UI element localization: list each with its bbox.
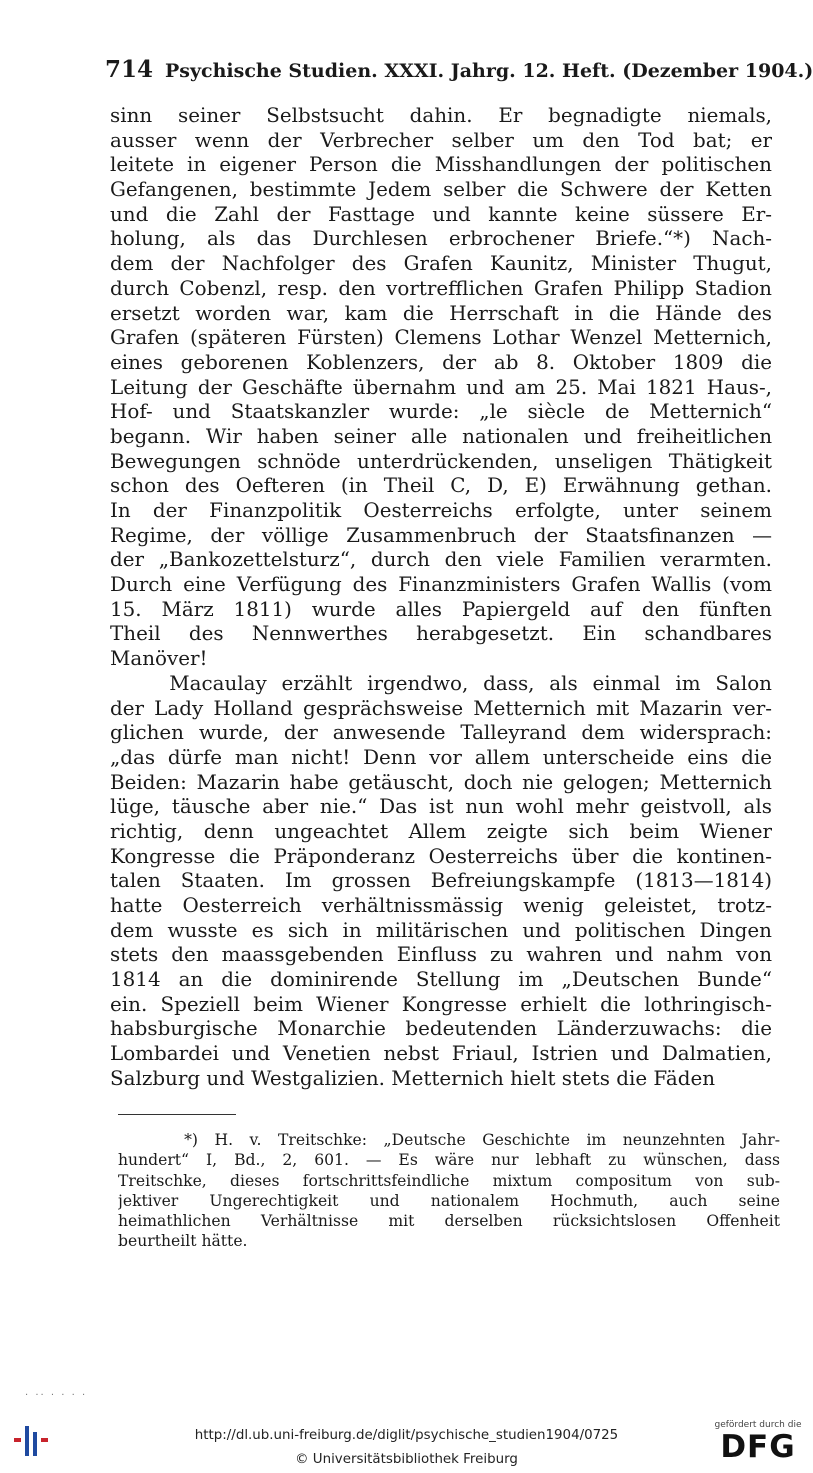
- text-line: Manöver!: [110, 647, 208, 671]
- text-line: schon des Oefteren (in Theil C, D, E) Erwähnung gethan.: [110, 474, 772, 498]
- text-line: dem wusste es sich in militärischen und politischen Dingen: [110, 918, 772, 942]
- dfg-mark: DFG: [720, 1429, 796, 1465]
- footnotes: [118, 1130, 780, 1252]
- text-line: 15. März 1811) wurde alles Papiergeld auf den fünften: [110, 597, 772, 621]
- text-line: Beiden: Mazarin habe getäuscht, doch nie gelogen; Metternich: [110, 770, 772, 794]
- dfg-logo[interactable]: [713, 1420, 803, 1470]
- permalink-url[interactable]: http://dl.ub.uni-freiburg.de/diglit/psychische_studien1904/0725: [194, 1428, 619, 1443]
- text-line: richtig, denn ungeachtet Allem zeigte sich beim Wiener: [110, 819, 772, 843]
- text-line: leitete in eigener Person die Misshandlungen der politischen: [110, 153, 772, 177]
- text-line: ausser wenn der Verbrecher selber um den Tod bat; er: [110, 128, 772, 152]
- copyright-notice: © Universitätsbibliothek Freiburg: [295, 1452, 518, 1467]
- text-line: Lombardei und Venetien nebst Friaul, Istrien und Dalmatien,: [110, 1042, 772, 1066]
- page-number: 714: [105, 56, 154, 83]
- running-title: Psychische Studien. XXXI. Jahrg. 12. Heft. (Dezember 1904.): [165, 60, 813, 82]
- text-line: der „Bankozettelsturz“, durch den viele Familien verarmten.: [110, 548, 772, 572]
- text-line: holung, als das Durchlesen erbrochener Briefe.“*) Nach-: [110, 227, 772, 251]
- text-line: sinn seiner Selbstsucht dahin. Er begnadigte niemals,: [110, 104, 772, 127]
- dfg-caption: gefördert durch die: [714, 1420, 802, 1430]
- footnote-line: hundert“ I, Bd., 2, 601. — Es wäre nur lebhaft zu wünschen, dass: [118, 1151, 780, 1170]
- text-line: durch Cobenzl, resp. den vortrefflichen Grafen Philipp Stadion: [110, 276, 772, 300]
- text-line: Theil des Nennwerthes herabgesetzt. Ein schandbares: [110, 622, 772, 646]
- text-line: „das dürfe man nicht! Denn vor allem unterscheide eins die: [110, 745, 772, 769]
- text-line: Macaulay erzählt irgendwo, dass, als einmal im Salon: [110, 671, 772, 695]
- footnote-line: beurtheilt hätte.: [118, 1232, 248, 1251]
- text-line: Grafen (späteren Fürsten) Clemens Lothar Wenzel Metternich,: [110, 326, 772, 350]
- text-line: ersetzt worden war, kam die Herrschaft in die Hände des: [110, 301, 772, 325]
- scan-artifact: · ·· · · · ·: [25, 1390, 88, 1401]
- text-line: Kongresse die Präponderanz Oesterreichs über die kontinen-: [110, 844, 772, 868]
- text-line: Durch eine Verfügung des Finanzministers Grafen Wallis (vom: [110, 573, 772, 597]
- text-line: Salzburg und Westgalizien. Metternich hielt stets die Fäden: [110, 1066, 716, 1090]
- text-line: der Lady Holland gesprächsweise Metternich mit Mazarin ver-: [110, 696, 772, 720]
- text-line: Gefangenen, bestimmte Jedem selber die Schwere der Ketten: [110, 178, 772, 202]
- running-header: [105, 56, 813, 86]
- text-line: und die Zahl der Fasttage und kannte keine süssere Er-: [110, 202, 772, 226]
- text-line: ein. Speziell beim Wiener Kongresse erhielt die lothringisch-: [110, 992, 772, 1016]
- footnote-line: heimathlichen Verhältnisse mit derselben rücksichtslosen Offenheit: [118, 1212, 780, 1231]
- text-line: Regime, der völlige Zusammenbruch der Staatsfinanzen —: [110, 523, 772, 547]
- text-line: stets den maassgebenden Einfluss zu wahren und nahm von: [110, 943, 772, 967]
- footnote-line: Treitschke, dieses fortschrittsfeindliche mixtum compositum von sub-: [118, 1171, 780, 1190]
- text-line: glichen wurde, der anwesende Talleyrand dem widersprach:: [110, 721, 772, 745]
- text-line: lüge, täusche aber nie.“ Das ist nun wohl mehr geistvoll, als: [110, 795, 772, 819]
- footnote-line: *) H. v. Treitschke: „Deutsche Geschichte im neunzehnten Jahr-: [118, 1131, 780, 1149]
- text-line: talen Staaten. Im grossen Befreiungskampfe (1813—1814): [110, 869, 772, 893]
- text-line: Hof- und Staatskanzler wurde: „le siècle de Metternich“: [110, 400, 772, 424]
- text-line: Leitung der Geschäfte übernahm und am 25. Mai 1821 Haus-,: [110, 375, 772, 399]
- text-line: Bewegungen schnöde unterdrückenden, unseligen Thätigkeit: [110, 449, 772, 473]
- text-line: 1814 an die dominirende Stellung im „Deutschen Bunde“: [110, 968, 772, 992]
- footnote-separator: [118, 1114, 236, 1115]
- body-text: [110, 104, 772, 1092]
- text-line: hatte Oesterreich verhältnissmässig wenig geleistet, trotz-: [110, 894, 772, 917]
- text-line: eines geborenen Koblenzers, der ab 8. Oktober 1809 die: [110, 350, 772, 374]
- text-line: begann. Wir haben seiner alle nationalen und freiheitlichen: [110, 424, 772, 448]
- text-line: In der Finanzpolitik Oesterreichs erfolgte, unter seinem: [110, 499, 772, 522]
- text-line: dem der Nachfolger des Grafen Kaunitz, Minister Thugut,: [110, 252, 772, 276]
- text-line: habsburgische Monarchie bedeutenden Länderzuwachs: die: [110, 1017, 772, 1041]
- footnote-line: jektiver Ungerechtigkeit und nationalem Hochmuth, auch seine: [118, 1191, 780, 1210]
